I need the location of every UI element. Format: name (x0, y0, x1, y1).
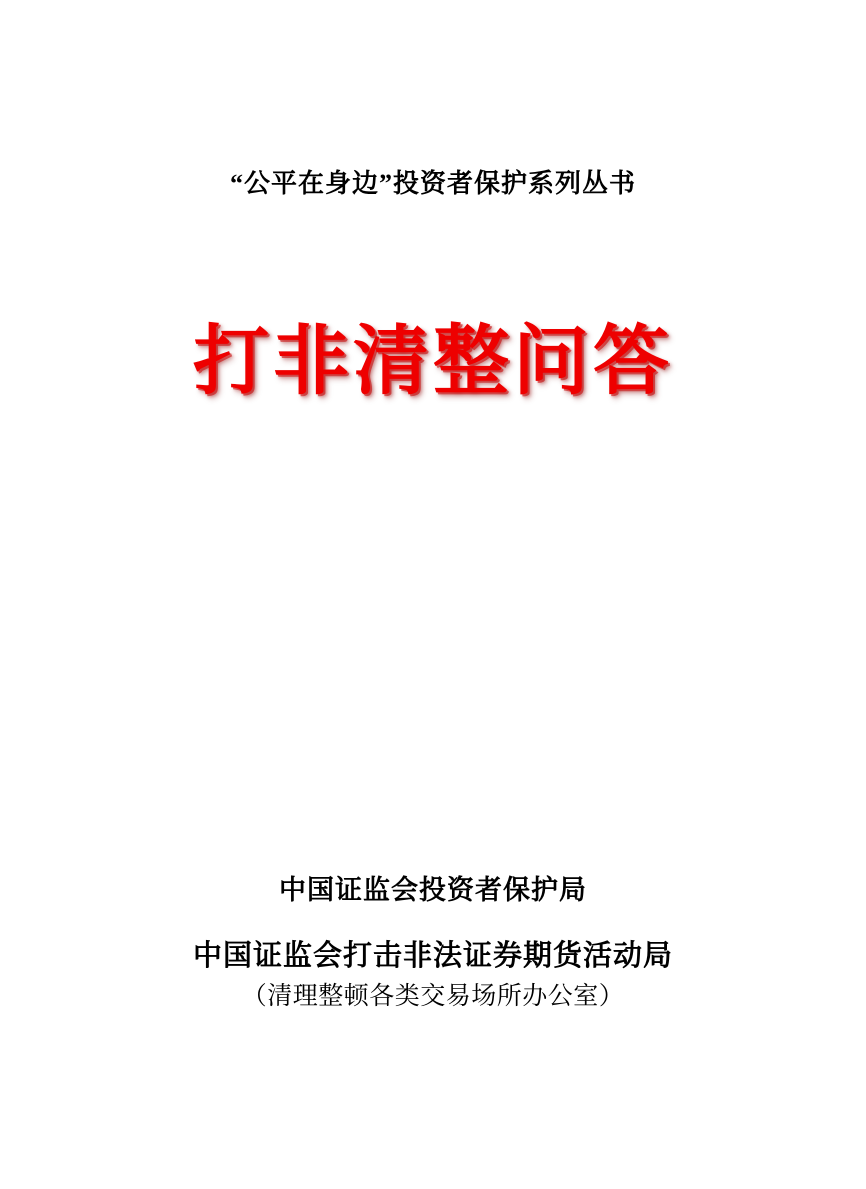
series-title: “公平在身边”投资者保护系列丛书 (229, 169, 636, 198)
publisher-block (0, 872, 866, 1014)
main-title: 打非清整问答 (193, 320, 673, 404)
publisher-line-exchange-office: （清理整顿各类交易场所办公室） (241, 983, 625, 1011)
publisher-line-investor-protection-bureau: 中国证监会投资者保护局 (279, 875, 587, 905)
publisher-line-illegal-securities-bureau: 中国证监会打击非法证券期货活动局 (192, 940, 673, 973)
